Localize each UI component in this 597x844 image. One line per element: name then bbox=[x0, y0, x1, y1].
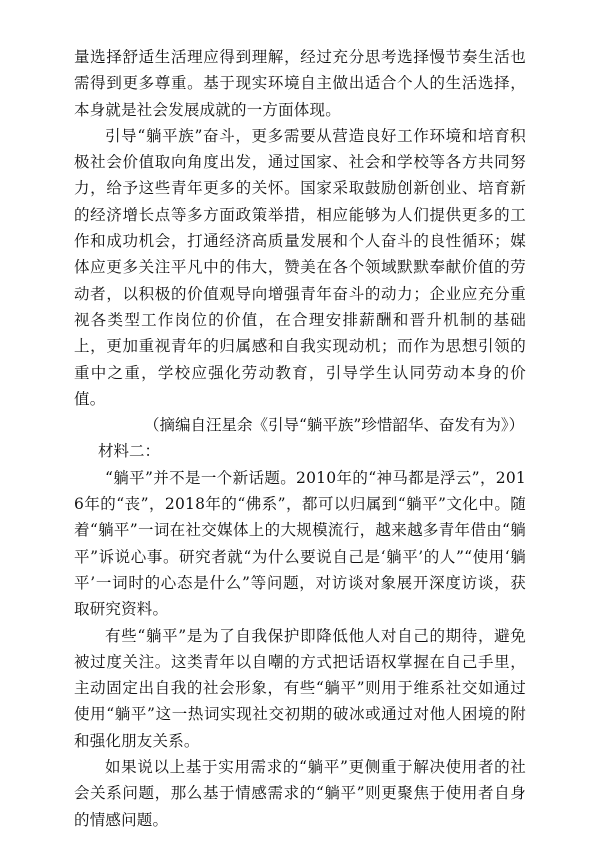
source-citation: （摘编自汪星余《引导“躺平族”珍惜韶华、奋发有为》） bbox=[144, 416, 525, 435]
material-two-label: 材料二： bbox=[98, 442, 161, 461]
paragraph-topic-history: “躺平”并不是一个新话题。2010年的“神马都是浮云”，2016年的“丧”，2018年的“佛系”，都可以归属到“躺平”文化中。随着“躺平”一词在社交媒体上的大规模流行，越来越多青年借由“躺平”诉说心事。研究者就“为什么要说自己是‘躺平’的人”“使用‘躺平’一词时的心态是什么”等问题，对访谈对象展开深度访谈，获取研究资料。 bbox=[74, 468, 526, 619]
article-body bbox=[74, 44, 526, 833]
paragraph-guidance: 引导“躺平族”奋斗，更多需要从营造良好工作环境和培育积极社会价值取向角度出发，通过国家、社会和学校等各方共同努力，给予这些青年更多的关怀。国家采取鼓励创新创业、培育新的经济增长点等多方面政策举措，相应能够为人们提供更多的工作和成功机会，打通经济高质量发展和个人奋斗的良性循环；媒体应更多关注平凡中的伟大，赞美在各个领域默默奉献价值的劳动者，以积极的价值观导向增强青年奋斗的动力；企业应充分重视各类型工作岗位的价值，在合理安排薪酬和晋升机制的基础上，更加重视青年的归属感和自我实现动机；而作为思想引领的重中之重，学校应强化劳动教育，引导学生认同劳动本身的价值。 bbox=[74, 126, 526, 408]
paragraph-self-protection: 有些“躺平”是为了自我保护即降低他人对自己的期待，避免被过度关注。这类青年以自嘲的方式把话语权掌握在自己手里，主动固定出自我的社会形象，有些“躺平”则用于维系社交如通过使用“躺平”这一热词实现社交初期的破冰或通过对他人困境的附和强化朋友关系。 bbox=[74, 626, 526, 750]
paragraph-emotional-needs: 如果说以上基于实用需求的“躺平”更侧重于解决使用者的社会关系问题，那么基于情感需求的“躺平”则更聚焦于使用者自身的情感问题。 bbox=[74, 758, 526, 829]
paragraph-continuation: 量选择舒适生活理应得到理解，经过充分思考选择慢节奏生活也需得到更多尊重。基于现实环境自主做出适合个人的生活选择，本身就是社会发展成就的一方面体现。 bbox=[74, 48, 526, 119]
